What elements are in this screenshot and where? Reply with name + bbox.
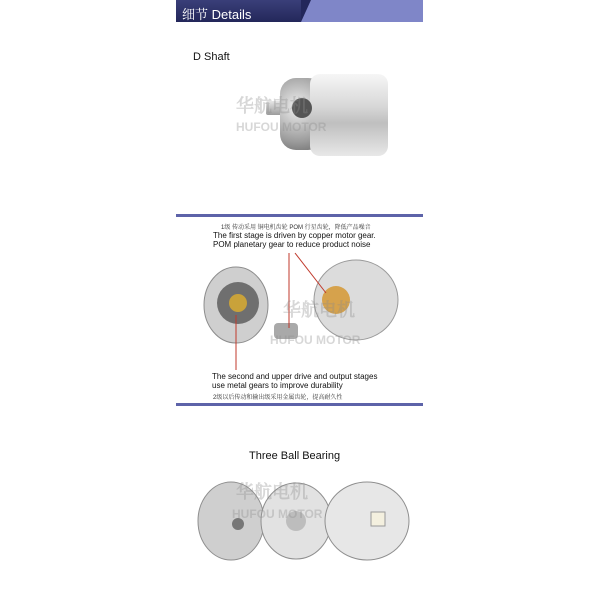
- pointer-line-2: [295, 253, 326, 293]
- details-header-tab: [176, 0, 301, 22]
- watermark-en-2: HUFOU MOTOR: [270, 333, 361, 347]
- watermark-cn-3: 华航电机: [236, 482, 308, 502]
- d-shaft-title: D Shaft: [193, 51, 230, 63]
- caption-top-en: The first stage is driven by copper motor gear. POM planetary gear to reduce product noise: [213, 231, 376, 249]
- caption-bottom-cn: 2级以后传动和输出级采用金属齿轮，提高耐久性: [213, 395, 343, 401]
- motor-body: [310, 74, 388, 156]
- center-gear: [229, 294, 247, 312]
- watermark-cn-2: 华航电机: [283, 300, 355, 320]
- section-divider-top: [176, 214, 423, 217]
- three-ball-bearing-title: Three Ball Bearing: [249, 450, 341, 462]
- terminal-connector: [371, 512, 385, 526]
- section-divider-bottom: [176, 403, 423, 406]
- watermark-en-3: HUFOU MOTOR: [232, 507, 323, 521]
- watermark-en-1: HUFOU MOTOR: [236, 120, 327, 134]
- caption-top-cn: 1级 传动采用 铜电机齿轮 POM 行星齿轮，降低产品噪音: [221, 225, 371, 231]
- caption-bottom-en: The second and upper drive and output stages use metal gears to improve durability: [212, 372, 378, 390]
- motor-right: [325, 482, 409, 560]
- bearing-illustration: [196, 480, 421, 562]
- details-header: [176, 0, 423, 22]
- watermark-cn-1: 华航电机: [236, 96, 308, 116]
- details-title: 细节 Details: [182, 7, 252, 22]
